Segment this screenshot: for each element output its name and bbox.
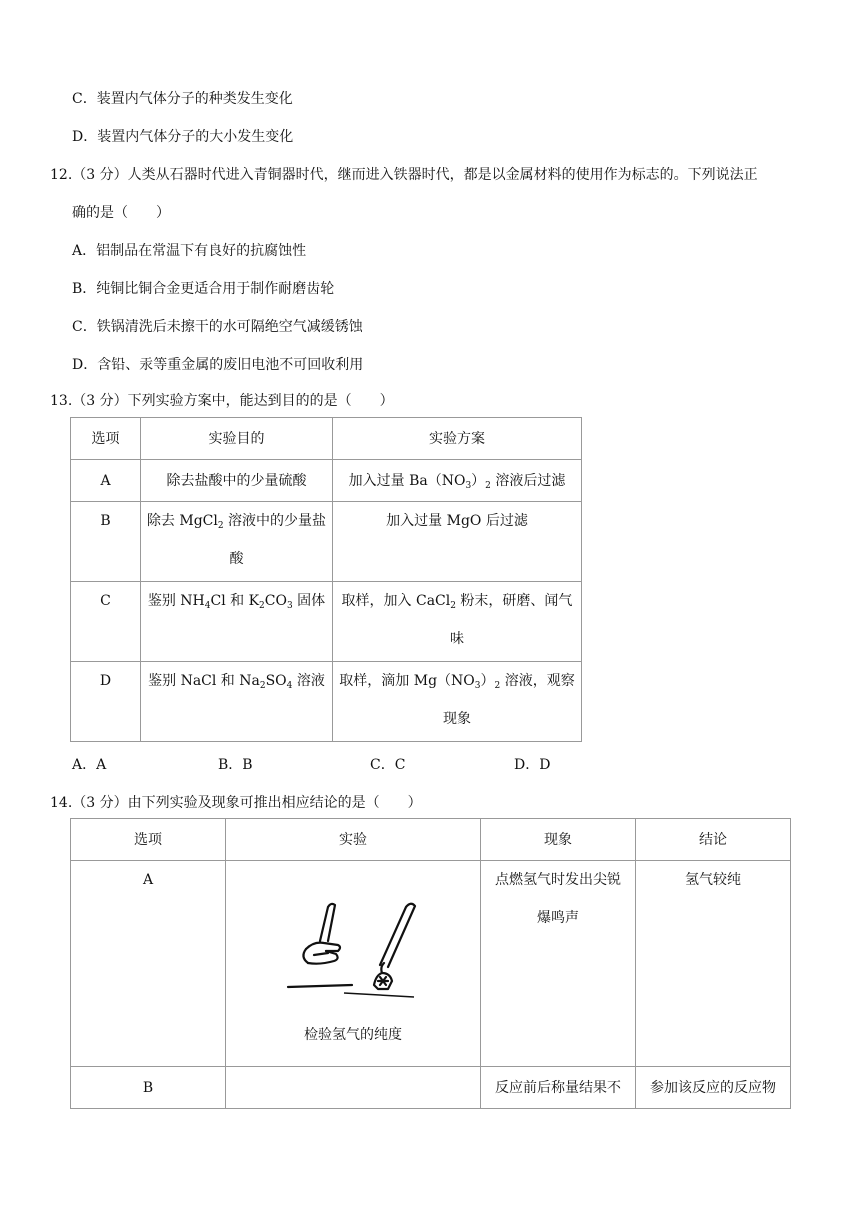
q14-row-a-experiment [226, 861, 481, 1067]
q14-row-b-phenomenon: 反应前后称量结果不 [481, 1067, 636, 1109]
q14-table [70, 818, 791, 1109]
q13-row-c-goal: 鉴别 $NH_4Cl$ 和 $K_2CO_3$ 固体 [141, 582, 333, 662]
q14-header-phenomenon: 现象 [481, 819, 636, 861]
q14-row-a-option: A [71, 861, 226, 1067]
q14-row-a [71, 861, 791, 1067]
q12-stem-line2: 确的是（ ） [72, 205, 170, 221]
q13-row-b [71, 502, 582, 582]
q14-row-b-option: B [71, 1067, 226, 1109]
q13-row-a-goal: 除去盐酸中的少量硫酸 [141, 460, 333, 502]
q12-option-a: A．铝制品在常温下有良好的抗腐蚀性 [72, 243, 307, 259]
q13-row-b-goal: 除去 MgCl$_2$ 溶液中的少量盐 酸 [141, 502, 333, 582]
q14-stem: 14.（3 分）由下列实验及现象可推出相应结论的是（ ） [50, 795, 422, 811]
q14-row-a-conclusion: 氢气较纯 [636, 861, 791, 1067]
q12-stem-line1: 12.（3 分）人类从石器时代进入青铜器时代，继而进入铁器时代，都是以金属材料的使用作为标志的。下列说法正 [50, 167, 758, 183]
q13-row-c-plan: 取样，加入 CaCl$_2$ 粉末，研磨、闻气 味 [333, 582, 582, 662]
q12-option-d: D．含铅、汞等重金属的废旧电池不可回收利用 [72, 357, 364, 373]
q13-row-d-option: D [71, 662, 141, 742]
q11-option-d: D．装置内气体分子的大小发生变化 [72, 129, 294, 145]
q13-row-a-option: A [71, 460, 141, 502]
q13-row-c-option: C [71, 582, 141, 662]
q13-answer-c: C．C [370, 757, 406, 773]
q13-row-a [71, 460, 582, 502]
q13-row-b-plan: 加入过量 MgO 后过滤 [333, 502, 582, 582]
q13-answer-b: B．B [218, 757, 253, 773]
q14-row-a-caption: 检验氢气的纯度 [304, 1027, 402, 1043]
q14-row-b-experiment [226, 1067, 481, 1109]
q14-row-a-phenomenon: 点燃氢气时发出尖锐 爆鸣声 [481, 861, 636, 1067]
q13-stem: 13.（3 分）下列实验方案中，能达到目的的是（ ） [50, 393, 394, 409]
q14-header-option: 选项 [71, 819, 226, 861]
q12-option-b: B．纯铜比铜合金更适合用于制作耐磨齿轮 [72, 281, 335, 297]
q12-option-c: C．铁锅清洗后未擦干的水可隔绝空气减缓锈蚀 [72, 319, 363, 335]
q13-header-goal: 实验目的 [141, 418, 333, 460]
q13-answer-d: D．D [514, 757, 551, 773]
q11-option-c: C．装置内气体分子的种类发生变化 [72, 91, 293, 107]
q13-header-option: 选项 [71, 418, 141, 460]
q14-row-b [71, 1067, 791, 1109]
q13-header-plan: 实验方案 [333, 418, 582, 460]
q13-row-d [71, 662, 582, 742]
q13-answer-a: A．A [72, 757, 107, 773]
q14-header-conclusion: 结论 [636, 819, 791, 861]
q13-row-a-plan: 加入过量 $Ba(NO_3)_2$ 溶液后过滤 [333, 460, 582, 502]
hydrogen-purity-test-illustration [284, 901, 424, 1031]
q14-row-b-conclusion: 参加该反应的反应物 [636, 1067, 791, 1109]
q13-row-c [71, 582, 582, 662]
q14-header-experiment: 实验 [226, 819, 481, 861]
q13-row-d-plan: 取样，滴加 $Mg(NO_3)_2$ 溶液，观察 现象 [333, 662, 582, 742]
q13-row-d-goal: 鉴别 NaCl 和 $Na_2SO_4$ 溶液 [141, 662, 333, 742]
q13-row-b-option: B [71, 502, 141, 582]
q13-table [70, 417, 582, 742]
